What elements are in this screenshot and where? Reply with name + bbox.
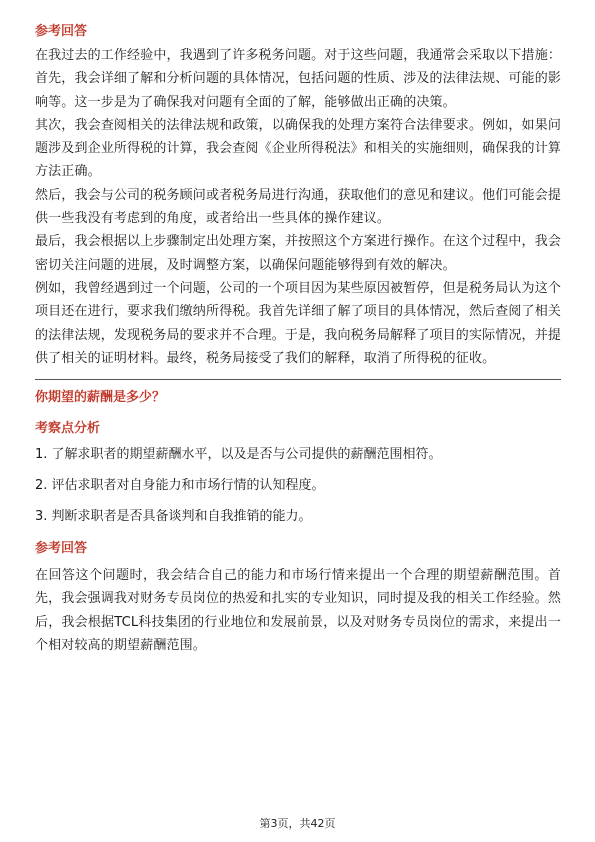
answer-paragraph-5: 最后，我会根据以上步骤制定出处理方案，并按照这个方案进行操作。在这个过程中，我会密切关注问题的进展，及时调整方案，以确保问题能够得到有效的解决。	[35, 234, 562, 273]
answer-paragraph-1: 在我过去的工作经验中，我遇到了许多税务问题。对于这些问题，我通常会采取以下措施：	[35, 48, 562, 63]
analysis-item-2: 2. 评估求职者对自身能力和市场行情的认知程度。	[35, 478, 325, 494]
question-title: 你期望的薪酬是多少？	[35, 390, 166, 406]
reference-answer-heading-2: 参考回答	[35, 541, 88, 557]
page-content	[35, 22, 561, 657]
answer-paragraph-6: 例如，我曾经遇到过一个问题，公司的一个项目因为某些原因被暂停，但是税务局认为这个项目还在进行，要求我们缴纳所得税。我首先详细了解了项目的具体情况，然后查阅了相关的法律法规，发现税务局的要求并不合理。于是，我向税务局解释了项目的实际情况，并提供了相关的证明材料。最终，税务局接受了我们的解释，取消了所得税的征收。	[35, 280, 562, 366]
answer-paragraph-4: 然后，我会与公司的税务顾问或者税务局进行沟通，获取他们的意见和建议。他们可能会提供一些我没有考虑到的角度，或者给出一些具体的操作建议。	[35, 187, 562, 227]
analysis-item-1: 1. 了解求职者的期望薪酬水平，以及是否与公司提供的薪酬范围相符。	[35, 447, 442, 463]
analysis-item-3: 3. 判断求职者是否具备谈判和自我推销的能力。	[35, 509, 312, 525]
answer2-paragraph-1: 在回答这个问题时，我会结合自己的能力和市场行情来提出一个合理的期望薪酬范围。首先，我会强调我对财务专员岗位的热爱和扎实的专业知识，同时提及我的相关工作经验。然后，我会根据TCL科技集团的行业地位和发展前景，以及对财务专员岗位的需求，来提出一个相对较高的期望薪酬范围。	[35, 568, 562, 654]
reference-answer-heading-1: 参考回答	[35, 24, 88, 39]
page-number: 第3页，共42页	[259, 817, 336, 830]
section-divider	[35, 379, 561, 380]
analysis-heading: 考察点分析	[35, 421, 101, 437]
answer-paragraph-2: 首先，我会详细了解和分析问题的具体情况，包括问题的性质、涉及的法律法规、可能的影响等。这一步是为了确保我对问题有全面的了解，能够做出正确的决策。	[35, 71, 562, 110]
answer-paragraph-3: 其次，我会查阅相关的法律法规和政策，以确保我的处理方案符合法律要求。例如，如果问题涉及到企业所得税的计算，我会查阅《企业所得税法》和相关的实施细则，确保我的计算方法正确。	[35, 117, 562, 180]
